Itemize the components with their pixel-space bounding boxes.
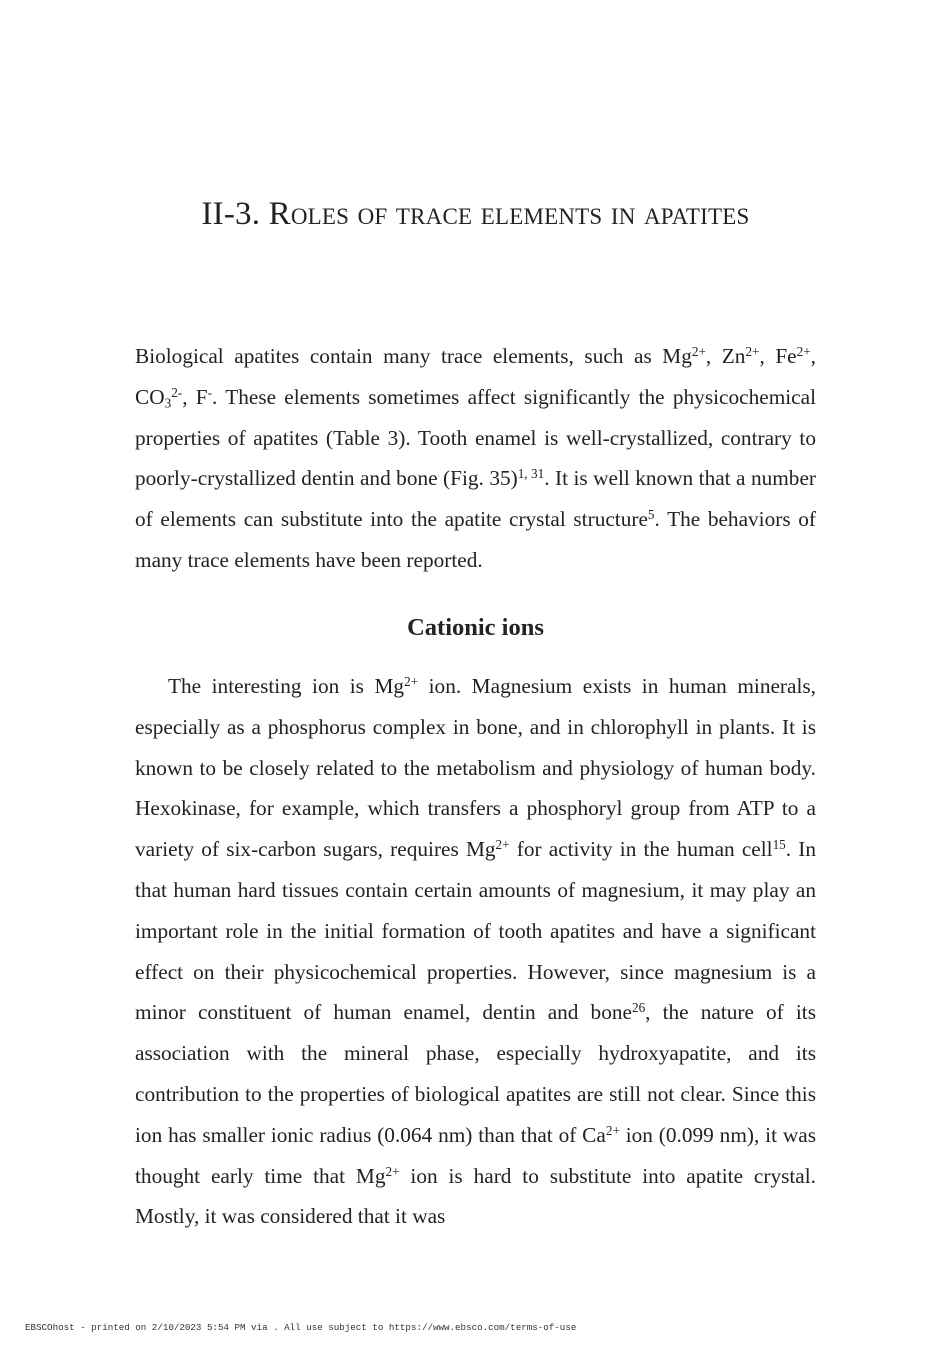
citation-ref: 26	[631, 1000, 646, 1016]
body-text: ion is hard to substitute into apatite crystal. Mostly, it was considered that it was	[135, 1163, 816, 1229]
ion-charge: -	[207, 384, 213, 400]
intro-text: . It is well known that a number of elements can substitute into the apatite crystal structure	[135, 466, 817, 532]
body-text: for activity in the human cell	[509, 837, 773, 862]
intro-text: Biological apatites contain many trace elements, such as Mg	[135, 344, 692, 368]
intro-text: , CO	[135, 344, 816, 409]
ion-charge: 2+	[745, 343, 760, 359]
section-heading: Cationic ions	[407, 614, 544, 641]
chapter-title-text: Roles of trace elements in apatites	[268, 196, 750, 232]
body-text: , the nature of its association with the mineral phase, especially hydroxyapatite, and its contribution to the properties of biological apatites are still not clear. Since this ion has smaller ionic radius (0.064 nm) than that of Ca	[135, 1000, 816, 1147]
chapter-number: II-3.	[201, 196, 261, 232]
citation-ref: 15	[772, 836, 786, 852]
ion-charge: 2+	[385, 1163, 400, 1179]
intro-text: , Zn	[705, 344, 746, 368]
intro-text: , F	[182, 384, 208, 409]
formula-subscript: 3	[164, 395, 172, 411]
ion-charge: 2+	[495, 836, 510, 852]
print-footer: EBSCOhost - printed on 2/10/2023 5:54 PM via . All use subject to https://www.ebsco.com/terms-of-use	[25, 1322, 577, 1333]
ion-charge: 2+	[796, 343, 811, 359]
body-text: The interesting ion is Mg	[168, 674, 405, 698]
body-text: ion (0.099 nm), it was thought early time that Mg	[135, 1122, 816, 1188]
body-text: . In that human hard tissues contain certain amounts of magnesium, it may play an important role in the initial formation of tooth apatites and have a significant effect on their physicochemical properties. However, since magnesium is a minor constituent of human enamel, dentin and bone	[135, 837, 817, 1025]
citation-ref: 1, 31	[517, 466, 545, 482]
intro-text: , Fe	[759, 344, 797, 368]
body-text: ion. Magnesium exists in human minerals, especially as a phosphorus complex in bone, and in chlorophyll in plants. It is known to be closely related to the metabolism and physiology of human body. Hexokinase, for example, which transfers a phosphoryl group from ATP to a variety of six-carbon sugars, requires Mg	[135, 674, 816, 862]
chapter-title	[135, 190, 816, 238]
cationic-paragraph	[135, 666, 816, 1237]
intro-paragraph	[135, 336, 816, 581]
intro-text: . The behaviors of many trace elements have been reported.	[135, 507, 816, 572]
intro-text: . These elements sometimes affect significantly the physicochemical properties of apatites (Table 3). Tooth enamel is well-crystallized, contrary to poorly-crystallized dentin and bone (Fig. 35)	[135, 384, 816, 491]
ion-charge: 2+	[404, 673, 419, 689]
ion-charge: 2-	[171, 384, 183, 400]
ion-charge: 2+	[691, 343, 706, 359]
ion-charge: 2+	[605, 1122, 620, 1138]
citation-ref: 5	[647, 506, 655, 522]
